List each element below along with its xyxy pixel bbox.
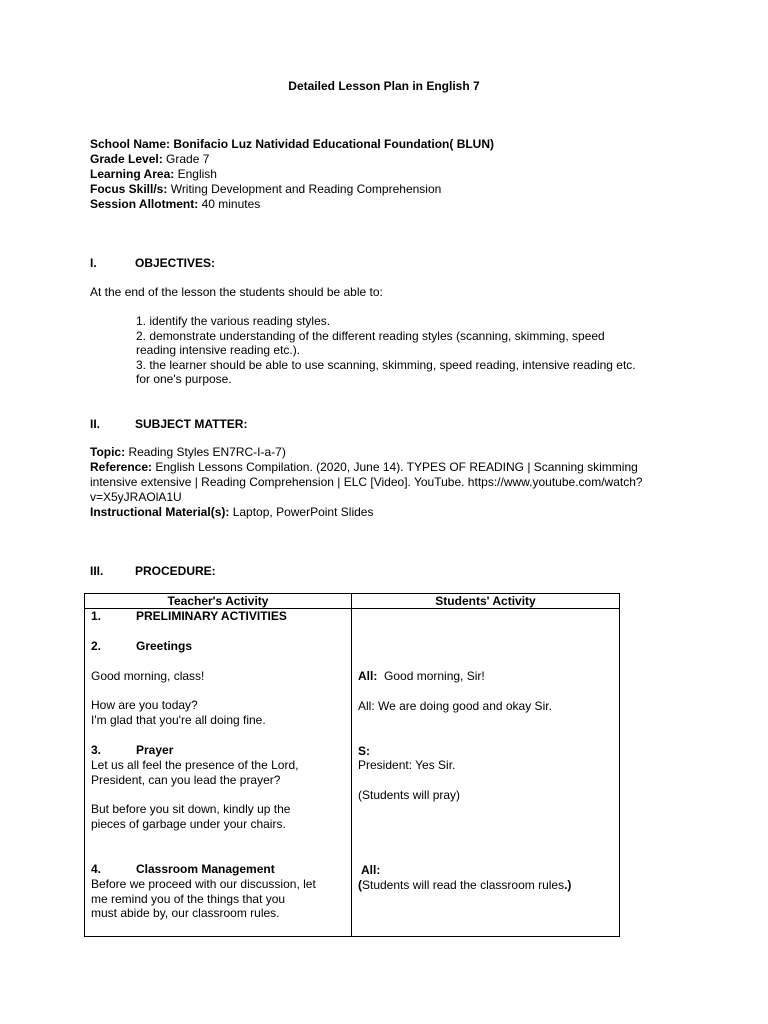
procedure-heading bbox=[90, 564, 216, 578]
step-title: Greetings bbox=[136, 638, 193, 653]
teacher-line: me remind you of the things that you bbox=[91, 891, 286, 906]
step-number: 4. bbox=[91, 861, 102, 876]
area-value: English bbox=[177, 167, 217, 181]
area-label: Learning Area: bbox=[90, 167, 175, 181]
step-number: 2. bbox=[91, 638, 102, 653]
school-name-line bbox=[90, 137, 494, 152]
student-line bbox=[358, 878, 613, 893]
teacher-line: Before we proceed with our discussion, let bbox=[91, 876, 316, 891]
student-line: President: Yes Sir. bbox=[358, 758, 456, 773]
students-activity-cell bbox=[352, 609, 620, 937]
teacher-activity-cell bbox=[85, 609, 352, 937]
step-heading bbox=[91, 609, 345, 624]
school-value: Bonifacio Luz Natividad Educational Foundation( BLUN) bbox=[173, 137, 495, 151]
teacher-line: Let us all feel the presence of the Lord, bbox=[91, 757, 299, 772]
learning-area-line bbox=[90, 167, 494, 182]
subject-matter-heading bbox=[90, 417, 247, 431]
reference-line bbox=[90, 460, 650, 505]
subject-matter-block bbox=[90, 445, 650, 520]
student-line bbox=[358, 669, 613, 684]
teacher-line: How are you today? bbox=[91, 698, 198, 713]
grade-label: Grade Level: bbox=[90, 152, 163, 166]
section-title: PROCEDURE: bbox=[135, 564, 216, 578]
student-line: All: bbox=[361, 862, 381, 877]
section-title: OBJECTIVES: bbox=[135, 256, 216, 270]
step-heading bbox=[91, 743, 345, 758]
skill-label: Focus Skill/s: bbox=[90, 182, 168, 196]
topic-value: Reading Styles EN7RC-I-a-7) bbox=[128, 445, 286, 459]
grade-level-line bbox=[90, 152, 494, 167]
students-column-header: Students' Activity bbox=[352, 594, 620, 609]
response-label: All: bbox=[358, 669, 378, 683]
student-line: (Students will pray) bbox=[358, 788, 461, 803]
material-value: Laptop, PowerPoint Slides bbox=[232, 505, 374, 519]
student-line: All: We are doing good and okay Sir. bbox=[358, 698, 552, 713]
table-header-row bbox=[85, 594, 620, 609]
teacher-line: But before you sit down, kindly up the bbox=[91, 802, 291, 817]
focus-skill-line bbox=[90, 182, 494, 197]
response-text: Good morning, Sir! bbox=[384, 669, 485, 683]
document-title: Detailed Lesson Plan in English 7 bbox=[288, 79, 480, 93]
section-number: I. bbox=[90, 256, 97, 270]
teacher-line: pieces of garbage under your chairs. bbox=[91, 817, 286, 832]
procedure-table bbox=[84, 593, 620, 937]
step-title: Prayer bbox=[136, 742, 174, 757]
school-label: School Name: bbox=[90, 137, 171, 151]
teacher-line: President, can you lead the prayer? bbox=[91, 772, 281, 787]
session-line bbox=[90, 197, 494, 212]
session-value: 40 minutes bbox=[201, 197, 261, 211]
lesson-info-block bbox=[90, 137, 494, 212]
teacher-line: I'm glad that you're all doing fine. bbox=[91, 713, 266, 728]
objective-item: 2. demonstrate understanding of the different reading styles (scanning, skimming, speed reading intensive reading etc.). bbox=[136, 328, 605, 357]
response-text: Students will read the classroom rules bbox=[362, 877, 565, 892]
paren-close: .) bbox=[564, 877, 572, 892]
student-line: S: bbox=[358, 743, 370, 758]
table-row bbox=[85, 609, 620, 937]
material-label: Instructional Material(s): bbox=[90, 505, 230, 519]
step-title: Classroom Management bbox=[136, 861, 275, 876]
grade-value: Grade 7 bbox=[166, 152, 210, 166]
objective-item: 3. the learner should be able to use scanning, skimming, speed reading, intensive reading etc. for one's purpose. bbox=[136, 357, 636, 386]
objectives-list bbox=[136, 314, 646, 387]
reference-label: Reference: bbox=[90, 460, 153, 474]
topic-label: Topic: bbox=[90, 445, 126, 459]
section-number: III. bbox=[90, 564, 104, 578]
teacher-column-header: Teacher's Activity bbox=[85, 594, 352, 609]
step-number: 3. bbox=[91, 742, 102, 757]
reference-value: English Lessons Compilation. (2020, June 14). TYPES OF READING | Scanning skimming intensive extensive | Reading Comprehension | ELC [Video]. YouTube. https://www.youtube.com/watch?v=X5yJRAOlA1U bbox=[90, 460, 643, 504]
step-title: PRELIMINARY ACTIVITIES bbox=[136, 609, 287, 623]
skill-value: Writing Development and Reading Comprehension bbox=[170, 182, 442, 196]
section-title: SUBJECT MATTER: bbox=[135, 417, 248, 431]
step-number: 1. bbox=[91, 609, 102, 623]
material-line bbox=[90, 505, 650, 520]
objectives-heading bbox=[90, 256, 215, 270]
objective-item: 1. identify the various reading styles. bbox=[136, 314, 331, 328]
objectives-intro: At the end of the lesson the students should be able to: bbox=[90, 285, 383, 299]
paren-open: ( bbox=[358, 877, 362, 892]
step-heading bbox=[91, 862, 345, 877]
step-heading bbox=[91, 639, 345, 654]
teacher-line: Good morning, class! bbox=[91, 668, 205, 683]
section-number: II. bbox=[90, 417, 101, 431]
teacher-line: must abide by, our classroom rules. bbox=[91, 906, 280, 921]
topic-line bbox=[90, 445, 650, 460]
session-label: Session Allotment: bbox=[90, 197, 199, 211]
